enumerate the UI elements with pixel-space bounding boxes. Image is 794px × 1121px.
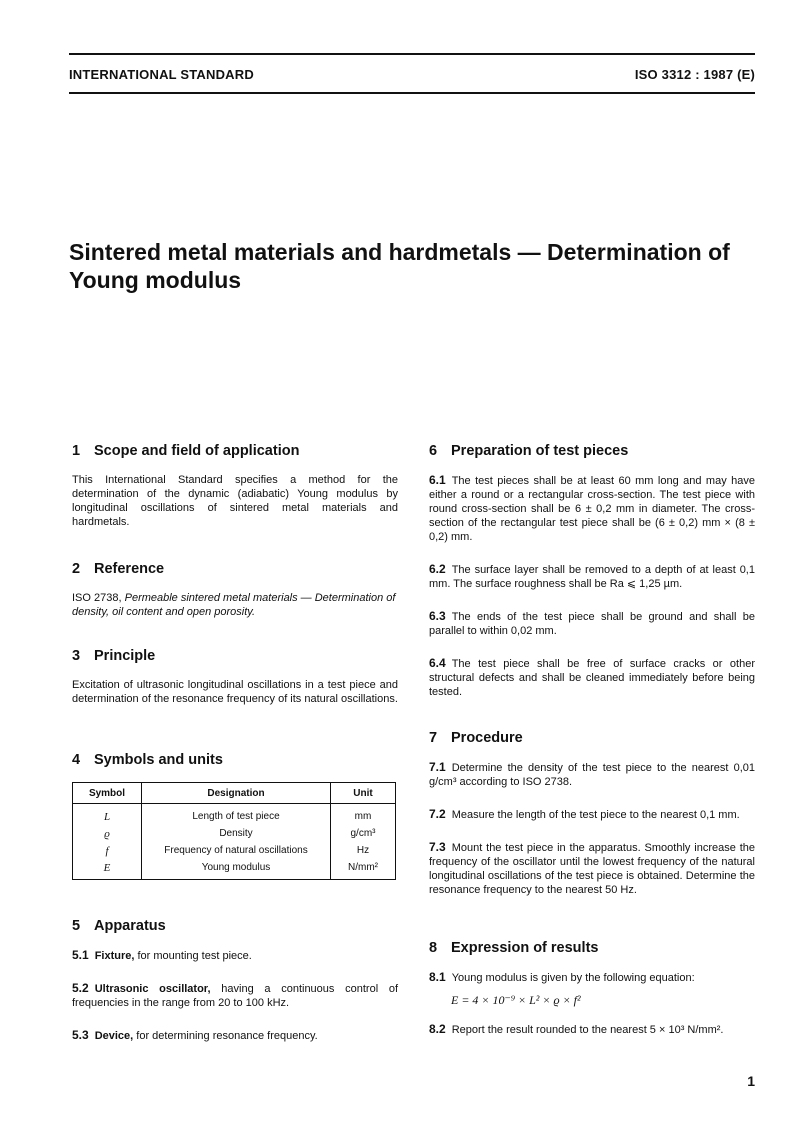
reference-code: ISO 2738, [72, 592, 122, 604]
section-scope [72, 441, 398, 559]
symbols-table [72, 782, 396, 880]
unit-cell: mm [331, 804, 396, 826]
clause-7-1: 7.1 Determine the density of the test piece to the nearest 0,01 g/cm³ according to ISO 2738. [429, 760, 755, 788]
clause-5-1: 5.1 Fixture, for mounting test piece. [72, 948, 252, 962]
table-row [73, 825, 396, 842]
section-apparatus [72, 916, 398, 1043]
clause-8-1: 8.1 Young modulus is given by the following equation: [429, 970, 695, 984]
document-type: INTERNATIONAL STANDARD [69, 67, 254, 82]
section-heading: 7 Procedure [429, 730, 523, 746]
unit-cell: Hz [331, 842, 396, 859]
section-heading: 8 Expression of results [429, 940, 599, 956]
section-results [429, 938, 755, 1037]
section-preparation [429, 441, 755, 728]
unit-cell: N/mm² [331, 859, 396, 880]
section-heading: 1 Scope and field of application [72, 443, 300, 459]
right-column [429, 441, 755, 1037]
section-heading: 5 Apparatus [72, 918, 166, 934]
designation-cell: Density [142, 825, 331, 842]
section-heading: 6 Preparation of test pieces [429, 443, 629, 459]
clause-8-2: 8.2 Report the result rounded to the nearest 5 × 10³ N/mm². [429, 1022, 724, 1036]
designation-cell: Frequency of natural oscillations [142, 842, 331, 859]
clause-6-4: 6.4 The test piece shall be free of surface cracks or other structural defects and shall be cleaned immediately before being tested. [429, 656, 755, 698]
symbol-cell: f [73, 842, 142, 859]
section-text: Excitation of ultrasonic longitudinal oscillations in a test piece and determination of the resonance frequency of its natural oscillations. [72, 679, 398, 705]
header-rule-bottom [69, 92, 755, 94]
document-number: ISO 3312 : 1987 (E) [634, 67, 755, 82]
section-procedure [429, 728, 755, 938]
column-header-symbol: Symbol [73, 783, 142, 804]
section-heading: 2 Reference [72, 561, 165, 577]
section-text: This International Standard specifies a method for the determination of the dynamic (adiabatic) Young modulus by longitudinal oscillations of sintered metal materials and hardmetals. [72, 474, 398, 528]
table-row [73, 804, 396, 826]
symbol-cell: ϱ [73, 825, 142, 842]
clause-7-3: 7.3 Mount the test piece in the apparatus. Smoothly increase the frequency of the oscillator until the lowest frequency of the natural longitudinal oscillations of the test piece is obtained. Determine the resonance frequency to the nearest 50 Hz. [429, 840, 755, 896]
designation-cell: Young modulus [142, 859, 331, 880]
reference-text [72, 591, 398, 619]
column-header-designation: Designation [142, 783, 331, 804]
clause-6-2: 6.2 The surface layer shall be removed to a depth of at least 0,1 mm. The surface roughness shall be Ra ⩽ 1,25 µm. [429, 562, 755, 590]
left-column [72, 441, 398, 1061]
section-heading: 3 Principle [72, 648, 156, 664]
section-heading: 4 Symbols and units [72, 752, 223, 768]
unit-cell: g/cm³ [331, 825, 396, 842]
page-number: 1 [747, 1073, 755, 1089]
designation-cell: Length of test piece [142, 804, 331, 826]
young-modulus-formula: E = 4 × 10⁻⁹ × L² × ϱ × f² [451, 993, 581, 1007]
clause-6-1: 6.1 The test pieces shall be at least 60 mm long and may have either a round or a rectangular cross-section. The test piece with round cross-section shall be 6 ± 0,2 mm in diameter. The cross-section of the rectangular test piece shall be (6 ± 0,2) mm × (8 ± 0,2) mm. [429, 473, 755, 543]
column-header-unit: Unit [331, 783, 396, 804]
clause-7-2: 7.2 Measure the length of the test piece to the nearest 0,1 mm. [429, 807, 740, 821]
section-principle [72, 646, 398, 750]
table-row [73, 842, 396, 859]
clause-5-3: 5.3 Device, for determining resonance frequency. [72, 1028, 318, 1042]
table-row [73, 859, 396, 880]
header-rule-top [69, 53, 755, 55]
reference-title: Permeable sintered metal materials — Determination of density, oil content and open porosity. [72, 592, 396, 618]
section-symbols [72, 750, 398, 916]
clause-6-3: 6.3 The ends of the test piece shall be ground and shall be parallel to within 0,02 mm. [429, 609, 755, 637]
symbol-cell: L [73, 804, 142, 826]
table-header-row [73, 783, 396, 804]
symbol-cell: E [73, 859, 142, 880]
clause-5-2: 5.2 Ultrasonic oscillator, having a continuous control of frequencies in the range from 20 to 100 kHz. [72, 981, 399, 1009]
section-reference [72, 559, 398, 646]
document-title: Sintered metal materials and hardmetals — Determination of Young modulus [69, 239, 730, 293]
